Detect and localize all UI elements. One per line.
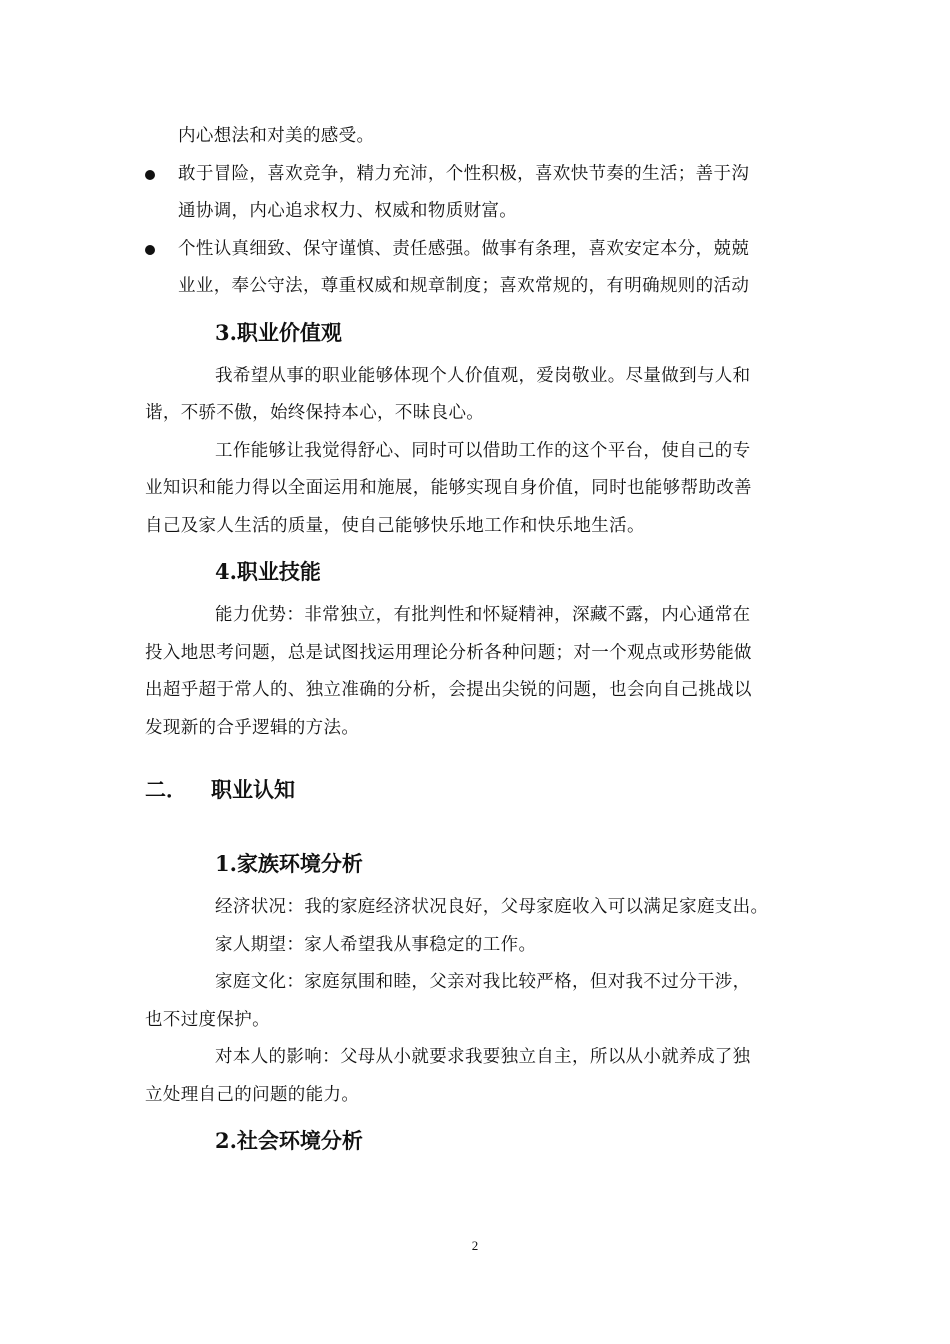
paragraph: [145, 889, 807, 927]
paragraph-line: 敢于冒险，喜欢竞争，精力充沛，个性积极，喜欢快节奏的生活；善于沟: [178, 163, 750, 184]
paragraph-line: 能力优势：非常独立，有批判性和怀疑精神，深藏不露，内心通常在: [215, 605, 751, 625]
paragraph-line: 立处理自己的问题的能力。: [145, 1084, 360, 1105]
paragraph-line: 谐，不骄不傲，始终保持本心，不昧良心。: [145, 403, 485, 423]
bullet-dot-icon: [145, 245, 155, 255]
chapter-title: 职业认知: [211, 777, 295, 802]
paragraph-line: 也不过度保护。: [145, 1009, 270, 1030]
paragraph-line: 个性认真细致、保守谨慎、责任感强。做事有条理，喜欢安定本分，兢兢: [178, 238, 750, 259]
page-body: [145, 118, 807, 1166]
paragraph-line: 经济状况：我的家庭经济状况良好，父母家庭收入可以满足家庭支出。: [215, 897, 769, 917]
section-heading: 3.职业价值观: [215, 319, 342, 345]
paragraph: [145, 964, 807, 1039]
paragraph-line: 家人期望：家人希望我从事稳定的工作。: [215, 934, 537, 955]
bullet-item: [145, 231, 807, 306]
paragraph: [145, 433, 807, 546]
chapter-number: 二．: [145, 777, 187, 802]
paragraph: [145, 597, 807, 747]
bullet-item: [145, 156, 807, 231]
paragraph: [145, 1039, 807, 1114]
paragraph-line: 业知识和能力得以全面运用和施展，能够实现自身价值，同时也能够帮助改善: [145, 478, 752, 498]
paragraph-line: 出超乎超于常人的、独立准确的分析，会提出尖锐的问题，也会向自己挑战以: [145, 680, 752, 700]
bullet-dot-icon: [145, 170, 155, 180]
paragraph-line: 通协调，内心追求权力、权威和物质财富。: [178, 201, 518, 221]
paragraph-line: 家庭文化：家庭氛围和睦，父亲对我比较严格，但对我不过分干涉，: [215, 972, 751, 992]
paragraph-line: 投入地思考问题，总是试图找运用理论分析各种问题；对一个观点或形势能做: [145, 642, 752, 663]
paragraph-line: 业业，奉公守法，尊重权威和规章制度；喜欢常规的，有明确规则的活动: [178, 276, 750, 296]
section-heading: 1.家族环境分析: [215, 851, 363, 876]
paragraph-line: 工作能够让我觉得舒心、同时可以借助工作的这个平台，使自己的专: [215, 440, 751, 461]
paragraph-line: 发现新的合乎逻辑的方法。: [145, 717, 360, 738]
paragraph-line: 自己及家人生活的质量，使自己能够快乐地工作和快乐地生活。: [145, 515, 645, 536]
page-number: 2: [471, 1238, 479, 1253]
section-heading: 4.职业技能: [215, 559, 321, 584]
paragraph-line: 我希望从事的职业能够体现个人价值观，爱岗敬业。尽量做到与人和: [215, 365, 751, 386]
paragraph: [145, 358, 807, 433]
paragraph-line: 对本人的影响：父母从小就要求我要独立自主，所以从小就养成了独: [215, 1047, 751, 1067]
chapter-heading: [145, 765, 807, 815]
paragraph: [145, 927, 807, 965]
paragraph-line: 内心想法和对美的感受。: [178, 126, 375, 146]
section-heading: 2.社会环境分析: [215, 1128, 363, 1153]
